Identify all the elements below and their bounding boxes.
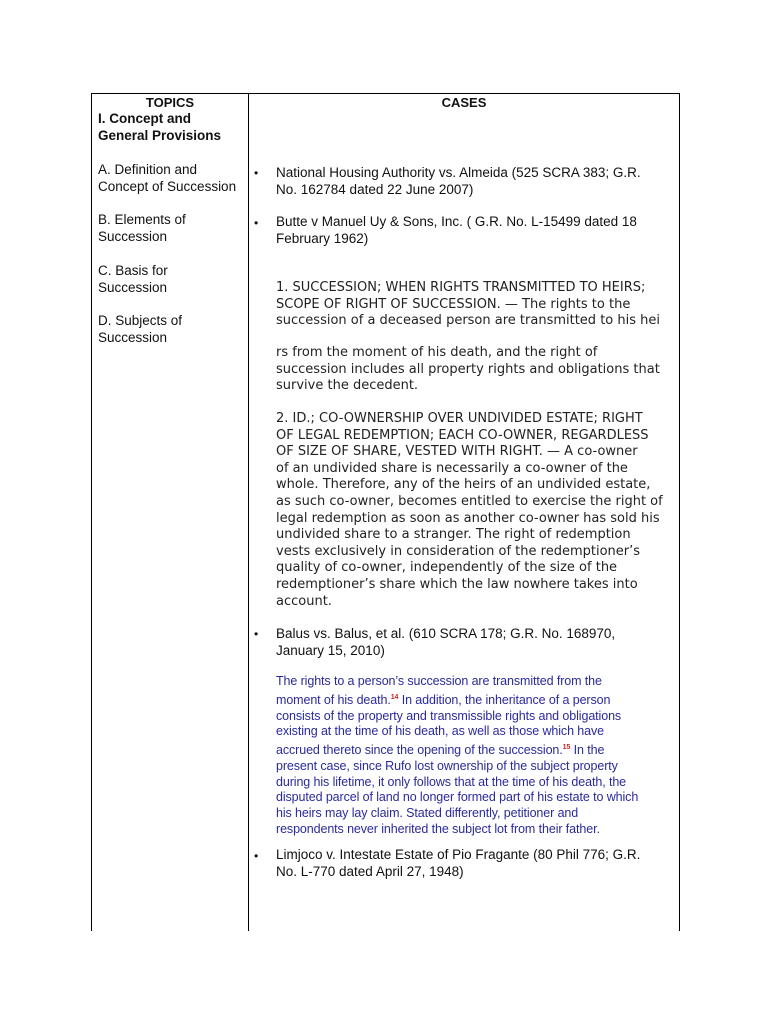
topic-subjects: D. Subjects of Succession (98, 313, 183, 345)
bullet-icon: • (254, 627, 259, 641)
quoted-passage: The rights to a person’s succession are transmitted from the moment of his death.$^{14}$ In addition, the inheritance of a person consists of the property and transmissible rights and obligations existing at the time of his death, as well as those which have accrued thereto since the opening of the succession.$^{15}$ In the present case, since Rufo lost ownership of the subject property during his lifetime, it only follows that at the time of his death, the disputed parcel of land no longer formed part of his estate to which his heirs may lay claim. Stated differently, petitioner and respondents never inherited the subject lot from their father. (276, 674, 639, 836)
syllabus-paragraph-1-continued: rs from the moment of his death, and the right of succession includes all property rights and obligations that survive the decedent. (276, 345, 660, 394)
bullet-icon: • (254, 849, 259, 863)
topics-header: TOPICS (145, 95, 195, 110)
topic-definition: A. Definition and Concept of Succession (98, 162, 237, 194)
syllabus-paragraph-1: 1. SUCCESSION; WHEN RIGHTS TRANSMITTED TO HEIRS; SCOPE OF RIGHT OF SUCCESSION. — The rights to the succession of a deceased person are transmitted to his hei (276, 280, 660, 329)
topics-cases-table (91, 93, 680, 931)
case-butte-uy: Butte v Manuel Uy & Sons, Inc. ( G.R. No. L-15499 dated 18 February 1962) (276, 214, 637, 246)
cases-header: CASES (441, 95, 487, 110)
column-divider (248, 94, 249, 931)
section-heading: I. Concept and General Provisions (98, 111, 222, 143)
topic-basis: C. Basis for Succession (98, 263, 168, 295)
case-nha-almeida: National Housing Authority vs. Almeida (525 SCRA 383; G.R. No. 162784 dated 22 June 2007) (276, 165, 641, 197)
bullet-icon: • (254, 166, 259, 180)
topic-elements: B. Elements of Succession (98, 212, 186, 244)
syllabus-paragraph-2: 2. ID.; CO-OWNERSHIP OVER UNDIVIDED ESTATE; RIGHT OF LEGAL REDEMPTION; EACH CO-OWNER, REGARDLESS OF SIZE OF SHARE, VESTED WITH RIGHT. — A co-owner of an undivided share is necessarily a co-owner of the whole. Therefore, any of the heirs of an undivided estate, as such co-owner, becomes entitled to exercise the right of legal redemption as soon as another co-owner has sold his undivided share to a stranger. The right of redemption vests exclusively in consideration of the redemptioner’s quality of co-owner, independently of the size of the redemptioner’s share which the law nowhere takes into account. (276, 411, 663, 609)
case-limjoco: Limjoco v. Intestate Estate of Pio Fragante (80 Phil 776; G.R. No. L-770 dated April 27, 1948) (276, 847, 641, 879)
bullet-icon: • (254, 216, 259, 230)
footnote-link-15[interactable]: 15 (562, 743, 571, 751)
case-balus: Balus vs. Balus, et al. (610 SCRA 178; G.R. No. 168970, January 15, 2010) (276, 626, 616, 658)
footnote-link-14[interactable]: 14 (390, 693, 399, 701)
